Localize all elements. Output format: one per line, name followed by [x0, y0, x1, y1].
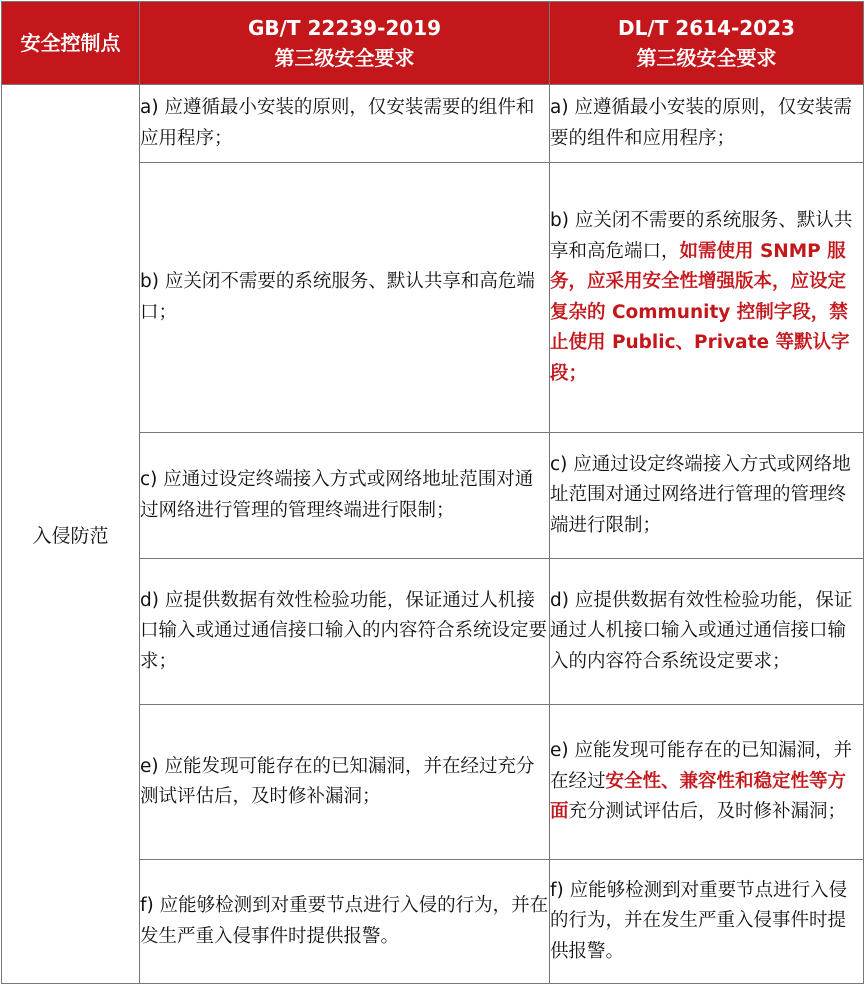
- table-row: [2, 85, 864, 163]
- dl-requirement-f: f) 应能够检测到对重要节点进行入侵的行为，并在发生严重入侵事件时提供报警。: [550, 860, 864, 984]
- gb-requirement-d: d) 应提供数据有效性检验功能，保证通过人机接口输入或通过通信接口输入的内容符合系统设定要求；: [140, 559, 550, 705]
- dl-requirement-e: e) 应能发现可能存在的已知漏洞，并在经过安全性、兼容性和稳定性等方面充分测试评估后，及时修补漏洞；: [550, 705, 864, 860]
- header-gb-code: GB/T 22239-2019: [247, 16, 442, 40]
- comparison-table: [1, 1, 864, 984]
- gb-requirement-e: e) 应能发现可能存在的已知漏洞，并在经过充分测试评估后，及时修补漏洞；: [140, 705, 550, 860]
- gb-requirement-f: f) 应能够检测到对重要节点进行入侵的行为，并在发生严重入侵事件时提供报警。: [140, 860, 550, 984]
- dl-requirement-a: a) 应遵循最小安装的原则，仅安装需要的组件和应用程序；: [550, 85, 864, 163]
- header-gb-subtitle: 第三级安全要求: [274, 46, 415, 70]
- header-control-point: 安全控制点: [2, 2, 140, 85]
- header-gb: [140, 2, 550, 85]
- header-dl-code: DL/T 2614-2023: [618, 16, 795, 40]
- header-dl-subtitle: 第三级安全要求: [636, 46, 777, 70]
- dl-requirement-d: d) 应提供数据有效性检验功能，保证通过人机接口输入或通过通信接口输入的内容符合系统设定要求；: [550, 559, 864, 705]
- dl-requirement-c: c) 应通过设定终端接入方式或网络地址范围对通过网络进行管理的管理终端进行限制；: [550, 433, 864, 559]
- gb-requirement-b: b) 应关闭不需要的系统服务、默认共享和高危端口；: [140, 163, 550, 433]
- gb-requirement-c: c) 应通过设定终端接入方式或网络地址范围对通过网络进行管理的管理终端进行限制；: [140, 433, 550, 559]
- gb-requirement-a: a) 应遵循最小安装的原则，仅安装需要的组件和应用程序；: [140, 85, 550, 163]
- dl-requirement-b: b) 应关闭不需要的系统服务、默认共享和高危端口，如需使用 SNMP 服务，应采用安全性增强版本，应设定复杂的 Community 控制字段，禁止使用 Public、Private 等默认字段；: [550, 163, 864, 433]
- control-point-cell: 入侵防范: [2, 85, 140, 984]
- header-row: [2, 2, 864, 85]
- header-dl: [550, 2, 864, 85]
